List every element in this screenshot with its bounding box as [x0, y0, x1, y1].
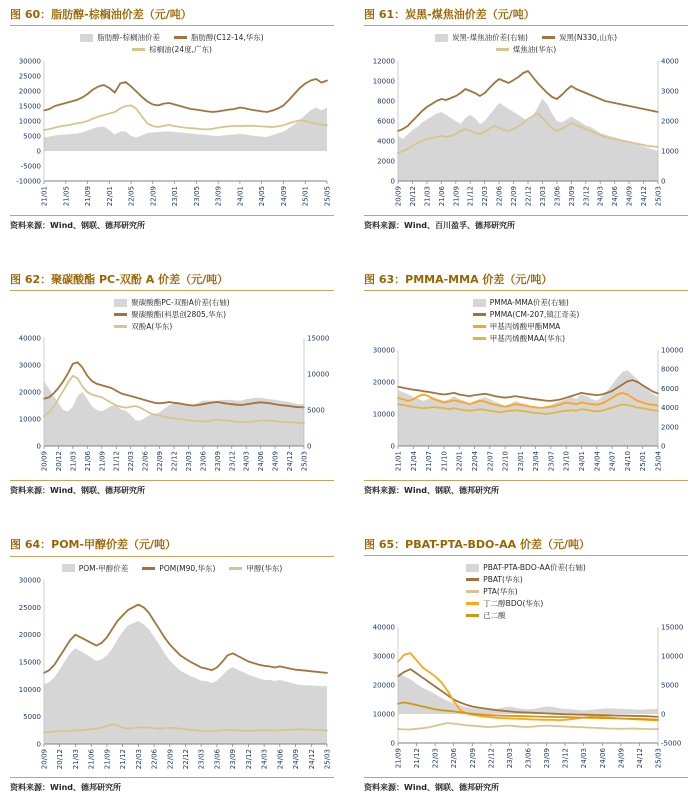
x-tick-label: 24/09: [280, 186, 288, 207]
x-tick-label: 22/06: [495, 186, 504, 207]
x-tick-label: 21/12: [112, 451, 121, 472]
x-tick-label: 22/12: [182, 748, 190, 769]
legend-label: 己二酸: [483, 611, 506, 621]
x-tick-label: 22/05: [127, 186, 136, 207]
legend-swatch-line: [466, 614, 479, 617]
series-area: [44, 382, 304, 447]
x-tick-label: 21/09: [452, 186, 461, 207]
x-tick-label: 21/01: [394, 451, 403, 472]
x-tick-label: 24/06: [276, 748, 285, 769]
y-tick-label-right: 15000: [661, 623, 684, 632]
x-tick-label: 24/12: [286, 451, 295, 472]
figure-title: 图 62：聚碳酸酯 PC-双酚 A 价差（元/吨）: [10, 271, 334, 291]
y-tick-label-right: 0: [661, 442, 666, 451]
y-tick-label: 30000: [372, 346, 395, 355]
x-tick-label: 22/06: [150, 748, 159, 769]
chart-svg: [10, 56, 334, 211]
x-tick-label: 22/09: [510, 186, 519, 207]
chart-plot: [364, 622, 688, 774]
y-tick-label: 40000: [372, 623, 395, 632]
legend-swatch-line: [466, 578, 479, 581]
x-tick-label: 20/12: [56, 748, 65, 769]
x-tick-label: 22/03: [481, 186, 490, 207]
y-tick-label: 5000: [23, 132, 41, 141]
x-tick-label: 24/12: [640, 186, 649, 207]
x-tick-label: 23/06: [213, 748, 222, 769]
legend-label: 双酚A(华东): [131, 322, 173, 332]
x-tick-label: 25/05: [323, 186, 332, 207]
y-tick-label: 6000: [377, 117, 395, 126]
x-tick-label: 24/03: [242, 451, 251, 472]
x-tick-label: 25/01: [301, 186, 310, 207]
x-tick-label: 21/03: [423, 186, 432, 207]
legend-item: [114, 298, 229, 307]
y-tick-label: 30000: [372, 652, 395, 661]
figure-64: [10, 536, 334, 801]
x-tick-label: 20/09: [40, 451, 49, 472]
x-tick-label: 24/07: [608, 451, 617, 472]
y-tick-label: 20000: [372, 378, 395, 387]
y-tick-label: 25000: [18, 72, 41, 81]
legend-label: 煤焦油(华东): [512, 45, 557, 55]
x-tick-label: 23/09: [214, 186, 223, 207]
figure-60: [10, 6, 334, 271]
x-tick-label: 23/01: [516, 451, 525, 472]
legend-label: PTA(华东): [483, 587, 518, 597]
y-tick-label: 10000: [372, 410, 395, 419]
x-tick-label: 22/09: [166, 748, 175, 769]
x-tick-label: 25/03: [300, 451, 309, 472]
x-tick-label: 22/01: [455, 451, 464, 472]
legend-item: [114, 310, 226, 319]
x-tick-label: 22/04: [471, 451, 479, 472]
y-tick-label-right: 10000: [307, 370, 330, 379]
x-tick-label: 22/06: [141, 451, 150, 472]
source-note: 资料来源：Wind、百川盈孚、德邦研究所: [364, 215, 688, 231]
legend-swatch-area: [473, 299, 486, 307]
x-tick-label: 22/09: [156, 451, 165, 472]
y-tick-label: 10000: [372, 77, 395, 86]
y-tick-label: 15000: [18, 102, 41, 111]
legend-label: 甲基丙烯酸MAA(华东): [489, 334, 566, 344]
figure-title: 图 63：PMMA-MMA 价差（元/吨）: [364, 271, 688, 291]
legend-item: [466, 599, 543, 608]
y-tick-label-right: 10000: [661, 652, 684, 661]
y-tick-label: 0: [36, 147, 41, 156]
x-tick-label: 23/06: [199, 451, 208, 472]
y-tick-label: 0: [390, 739, 395, 748]
y-tick-label-right: 5000: [307, 406, 325, 415]
x-tick-label: 24/01: [578, 451, 586, 472]
x-tick-label: 24/12: [307, 748, 316, 769]
x-tick-label: 24/09: [617, 748, 626, 769]
figure-title: 图 60：脂肪醇-棕榈油价差（元/吨）: [10, 6, 334, 26]
chart-legend: [62, 564, 283, 573]
x-tick-label: 21/01: [40, 186, 49, 207]
y-tick-label-right: -5000: [661, 739, 682, 748]
x-tick-label: 22/01: [105, 186, 114, 207]
x-tick-label: 21/12: [466, 186, 475, 207]
y-tick-label: 4000: [377, 137, 395, 146]
y-tick-label: 20000: [18, 388, 41, 397]
x-tick-label: 23/03: [505, 748, 514, 769]
chart-plot: [10, 575, 334, 775]
x-tick-label: 23/12: [561, 748, 570, 769]
x-tick-label: 21/03: [71, 748, 80, 769]
legend-label: 丁二醇BDO(华东): [483, 599, 544, 609]
y-tick-label: 15000: [18, 658, 41, 667]
x-tick-label: 24/03: [260, 748, 269, 769]
source-note: 资料来源：Wind、钢联、德邦研究所: [364, 777, 688, 793]
legend-label: POM(M90,华东): [159, 563, 216, 573]
chart-svg: [10, 333, 334, 476]
legend-label: PBAT(华东): [483, 575, 523, 585]
x-tick-label: 23/04: [532, 451, 541, 472]
x-tick-label: 22/03: [134, 748, 143, 769]
legend-label: PBAT-PTA-BDO-AA价差(右轴): [483, 563, 586, 573]
y-tick-label: 12000: [372, 57, 395, 66]
source-note: 资料来源：Wind、钢联、德邦研究所: [364, 480, 688, 496]
legend-swatch-area: [435, 34, 448, 42]
x-tick-label: 23/06: [524, 748, 533, 769]
x-tick-label: 24/09: [292, 748, 301, 769]
x-tick-label: 25/04: [654, 451, 663, 472]
figure-62: [10, 271, 334, 536]
x-tick-label: 24/09: [271, 451, 280, 472]
x-tick-label: 23/12: [244, 748, 253, 769]
y-tick-label: 0: [390, 442, 395, 451]
x-tick-label: 23/03: [197, 748, 206, 769]
x-tick-label: 24/09: [625, 186, 634, 207]
legend-swatch-line: [132, 48, 145, 51]
x-tick-label: 23/09: [229, 748, 238, 769]
x-tick-label: 23/05: [192, 186, 201, 207]
x-tick-label: 21/12: [413, 748, 422, 769]
y-tick-label: 10000: [372, 710, 395, 719]
y-tick-label: 20000: [18, 630, 41, 639]
series-area: [44, 108, 327, 152]
x-tick-label: 24/05: [258, 186, 267, 207]
source-note: 资料来源：Wind、钢联、德邦研究所: [10, 215, 334, 231]
x-tick-label: 21/06: [83, 451, 92, 472]
x-tick-label: 21/07: [425, 451, 434, 472]
y-tick-label: 20000: [372, 681, 395, 690]
chart-svg: [364, 345, 688, 476]
legend-label: 甲基丙烯酸甲酯MMA: [489, 322, 561, 332]
x-tick-label: 23/03: [538, 186, 547, 207]
legend-swatch-line: [114, 325, 127, 328]
x-tick-label: 24/06: [611, 186, 620, 207]
x-tick-label: 22/10: [501, 451, 510, 472]
chart-legend: [114, 298, 229, 331]
legend-item: [473, 310, 580, 319]
x-tick-label: 21/04: [409, 451, 418, 472]
series-line: [44, 79, 327, 112]
x-tick-label: 20/09: [394, 186, 403, 207]
y-tick-label-right: 0: [661, 177, 666, 186]
y-tick-label-right: 4000: [661, 404, 679, 413]
x-tick-label: 23/01: [171, 186, 180, 207]
series-area: [398, 674, 658, 715]
legend-label: 炭黑-煤焦油价差(右轴): [451, 33, 528, 43]
y-tick-label-right: 2000: [661, 423, 679, 432]
legend-swatch-area: [62, 564, 75, 572]
legend-swatch-line: [142, 567, 155, 570]
y-tick-label-right: 2000: [661, 117, 679, 126]
legend-item: [473, 334, 565, 343]
x-tick-label: 24/10: [623, 451, 632, 472]
legend-label: 甲醇(华东): [246, 563, 283, 573]
legend-item: [174, 33, 264, 42]
x-tick-label: 22/12: [487, 748, 496, 769]
chart-svg: [10, 575, 334, 774]
series-line: [44, 106, 327, 131]
x-tick-label: 21/10: [440, 451, 449, 472]
legend-label: 脂肪醇(C12-14,华东): [190, 33, 264, 43]
y-tick-label-right: 4000: [661, 57, 679, 66]
legend-item: [132, 45, 212, 54]
legend-label: 聚碳酸酯(科思创2805,华东): [131, 310, 227, 320]
legend-label: PMMA(CM-207,镇江奇美): [489, 310, 580, 320]
legend-swatch-line: [174, 36, 187, 39]
x-tick-label: 24/01: [236, 186, 245, 207]
x-tick-label: 24/12: [635, 748, 644, 769]
x-tick-label: 22/03: [431, 748, 440, 769]
legend-label: POM-甲醇价差: [78, 563, 129, 573]
chart-legend: [473, 298, 580, 343]
x-tick-label: 23/06: [553, 186, 562, 207]
legend-item: [466, 587, 518, 596]
legend-item: [466, 563, 586, 572]
y-tick-label: 10000: [18, 117, 41, 126]
legend-swatch-area: [466, 564, 479, 572]
x-tick-label: 24/03: [580, 748, 589, 769]
chart-svg: [364, 622, 688, 773]
source-note: 资料来源：Wind、钢联、德邦研究所: [10, 480, 334, 496]
figure-title: 图 64：POM-甲醇价差（元/吨）: [10, 536, 334, 557]
legend-label: 脂肪醇-棕榈油价差: [97, 33, 160, 43]
figure-title: 图 65：PBAT-PTA-BDO-AA 价差（元/吨）: [364, 536, 688, 556]
legend-label: 聚碳酸酯PC-双酚A价差(右轴): [131, 298, 230, 308]
x-tick-label: 21/06: [87, 748, 96, 769]
legend-swatch-line: [542, 36, 555, 39]
legend-item: [466, 611, 506, 620]
legend-item: [142, 564, 215, 573]
x-tick-label: 20/12: [408, 186, 417, 207]
x-tick-label: 21/06: [437, 186, 446, 207]
legend-swatch-line: [473, 325, 486, 328]
y-tick-label-right: 0: [661, 710, 666, 719]
legend-swatch-line: [466, 590, 479, 593]
y-tick-label: 25000: [18, 603, 41, 612]
x-tick-label: 23/03: [184, 451, 193, 472]
x-tick-label: 22/09: [468, 748, 477, 769]
y-tick-label-right: 3000: [661, 87, 679, 96]
figure-63: [364, 271, 688, 536]
legend-item: [496, 45, 556, 54]
y-tick-label: 30000: [18, 57, 41, 66]
y-tick-label: 0: [36, 442, 41, 451]
legend-item: [80, 33, 160, 42]
y-tick-label: 2000: [377, 157, 395, 166]
legend-item: [542, 33, 617, 42]
y-tick-label: 40000: [18, 334, 41, 343]
legend-swatch-line: [466, 602, 479, 605]
x-tick-label: 22/12: [524, 186, 533, 207]
x-tick-label: 22/03: [127, 451, 136, 472]
chart-plot: [364, 56, 688, 212]
y-tick-label: 5000: [23, 712, 41, 721]
legend-item: [466, 575, 523, 584]
legend-swatch-line: [114, 313, 127, 316]
x-tick-label: 20/12: [54, 451, 63, 472]
chart-svg: [364, 56, 688, 211]
figure-65: [364, 536, 688, 801]
legend-item: [435, 33, 528, 42]
x-tick-label: 21/09: [103, 748, 112, 769]
chart-legend: [401, 33, 651, 54]
y-tick-label: 0: [390, 177, 395, 186]
chart-plot: [10, 333, 334, 477]
x-tick-label: 24/06: [598, 748, 607, 769]
legend-swatch-line: [496, 48, 509, 51]
y-tick-label-right: 6000: [661, 385, 679, 394]
y-tick-label: 10000: [18, 415, 41, 424]
x-tick-label: 21/05: [62, 186, 71, 207]
y-tick-label: 30000: [18, 361, 41, 370]
y-tick-label: -10000: [16, 177, 41, 186]
y-tick-label: -5000: [20, 162, 41, 171]
legend-item: [473, 322, 561, 331]
x-tick-label: 20/09: [40, 748, 49, 769]
x-tick-label: 21/09: [84, 186, 92, 207]
y-tick-label-right: 10000: [661, 346, 684, 355]
chart-legend: [47, 33, 297, 54]
y-tick-label-right: 15000: [307, 334, 330, 343]
y-tick-label: 20000: [18, 87, 41, 96]
x-tick-label: 24/06: [257, 451, 266, 472]
x-tick-label: 23/12: [582, 186, 591, 207]
x-tick-label: 23/09: [213, 451, 222, 472]
x-tick-label: 22/06: [450, 748, 459, 769]
x-tick-label: 24/04: [593, 451, 602, 472]
legend-label: PMMA-MMA价差(右轴): [489, 298, 569, 308]
legend-swatch-area: [80, 34, 93, 42]
x-tick-label: 25/03: [654, 186, 663, 207]
y-tick-label: 10000: [18, 685, 41, 694]
x-tick-label: 23/10: [562, 451, 571, 472]
legend-item: [473, 298, 569, 307]
legend-swatch-area: [114, 299, 127, 307]
legend-label: 棕榈油(24度,广东): [149, 45, 212, 55]
x-tick-label: 22/12: [170, 451, 179, 472]
x-tick-label: 23/07: [547, 451, 556, 472]
figure-title: 图 61：炭黑-煤焦油价差（元/吨）: [364, 6, 688, 26]
x-tick-label: 21/09: [394, 748, 403, 769]
x-tick-label: 24/03: [596, 186, 605, 207]
legend-swatch-line: [473, 337, 486, 340]
series-line: [398, 723, 658, 730]
y-tick-label-right: 8000: [661, 366, 679, 375]
x-tick-label: 22/09: [149, 186, 158, 207]
x-tick-label: 23/09: [567, 186, 576, 207]
legend-item: [114, 322, 172, 331]
x-tick-label: 22/07: [486, 451, 495, 472]
legend-swatch-line: [473, 313, 486, 316]
legend-label: 炭黑(N330,山东): [558, 33, 618, 43]
y-tick-label-right: 1000: [661, 147, 679, 156]
x-tick-label: 21/03: [69, 451, 78, 472]
x-tick-label: 25/01: [639, 451, 648, 472]
x-tick-label: 21/09: [98, 451, 107, 472]
x-tick-label: 23/09: [543, 748, 552, 769]
y-tick-label: 8000: [377, 97, 395, 106]
legend-item: [229, 564, 282, 573]
x-tick-label: 21/12: [119, 748, 128, 769]
y-tick-label: 30000: [18, 576, 41, 585]
y-tick-label-right: 0: [307, 442, 312, 451]
chart-legend: [466, 563, 586, 620]
y-tick-label-right: 5000: [661, 681, 679, 690]
x-tick-label: 25/03: [323, 748, 332, 769]
x-tick-label: 25/03: [654, 748, 663, 769]
chart-plot: [10, 56, 334, 212]
legend-item: [62, 564, 129, 573]
x-tick-label: 23/12: [228, 451, 237, 472]
y-tick-label: 0: [36, 740, 41, 749]
legend-swatch-line: [229, 567, 242, 570]
figure-61: [364, 6, 688, 271]
chart-plot: [364, 345, 688, 477]
source-note: 资料来源：Wind、德邦研究所: [10, 777, 334, 793]
